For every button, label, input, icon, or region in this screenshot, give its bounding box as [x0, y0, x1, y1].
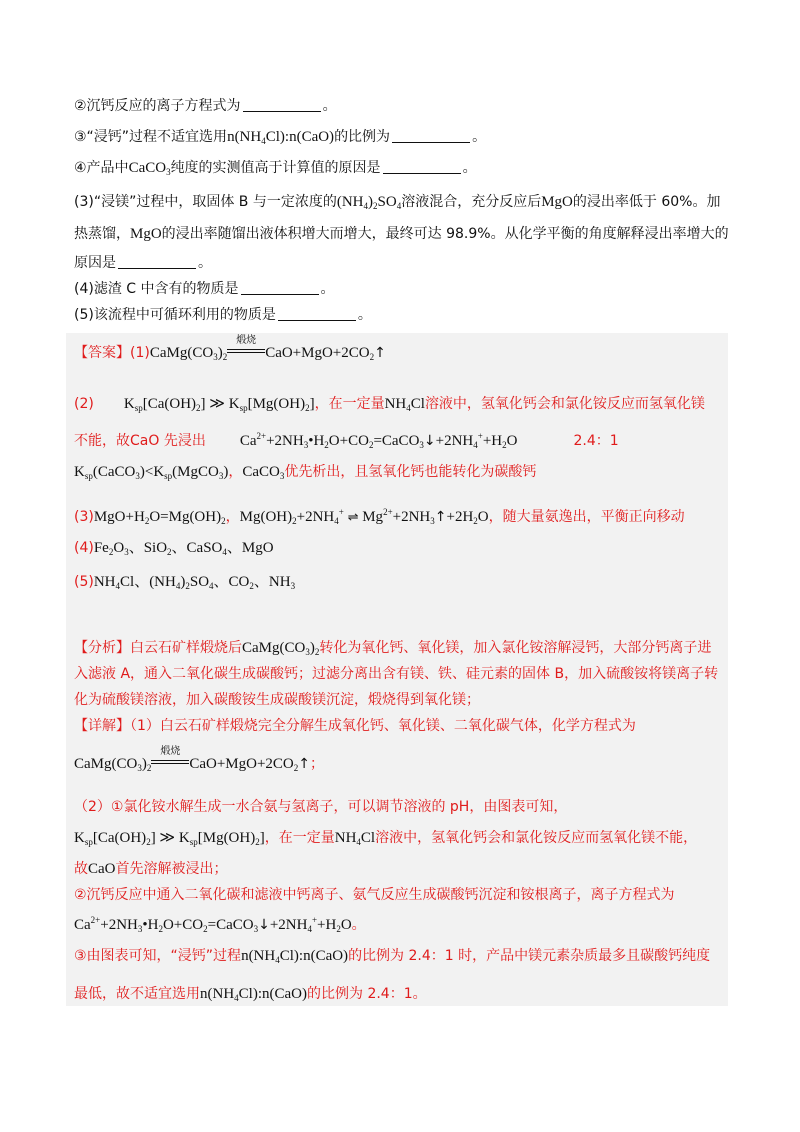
formula-ratio: $n(NH_4Cl):n(CaO)$	[227, 129, 335, 146]
condition-text: 煅烧	[160, 746, 181, 757]
period: 。	[357, 307, 372, 323]
answer-text: 溶液中，氢氧化钙会和氯化铵反应而氢氧化镁	[424, 396, 705, 412]
condition-arrow	[151, 746, 189, 774]
question-text: (5)该流程中可循环利用的物质是	[74, 307, 276, 323]
answer-number: (3)	[74, 509, 94, 525]
question-text: 原因是	[74, 255, 116, 271]
answer-number: (1)	[130, 345, 150, 361]
answer-blank	[392, 128, 470, 143]
question-3-line3	[74, 253, 212, 273]
condition-text: 煅烧	[236, 335, 257, 346]
period: 。	[198, 255, 212, 271]
detail-line4	[74, 797, 567, 817]
detail-line7	[74, 885, 675, 905]
question-text: 的浸出率随馏出液体积增大而增大，最终可达 98.9%。从化学平衡的角度解释浸出率增大的	[161, 226, 729, 242]
answer-blank	[241, 280, 319, 295]
answer-3: $(3)MgO+H_2O=Mg(OH)_2$，$Mg(OH)_2+2NH_4^+$ ⇌ $Mg^{2+}+2NH_3↑+2H_2O$，随大量氨逸出，平衡正向移动	[74, 507, 685, 526]
answer-text: 优先析出，且氢氧化钙也能转化为碳酸钙	[284, 464, 537, 480]
detail-text: 溶液中，氢氧化钙会和氯化铵反应而氢氧化镁不能，	[375, 830, 698, 846]
detail-line5	[74, 828, 697, 852]
formula-ratio: $n(NH_4Cl):n(CaO)$	[200, 986, 307, 1003]
ksp-carbonate-comparison: $K_{sp}(CaCO_3)<K_{sp}(MgCO_3)$	[74, 464, 229, 481]
question-text: ②沉钙反应的离子方程式为	[74, 98, 241, 114]
analysis-text: 入滤液 A，通入二氧化碳生成碳酸钙；过滤分离出含有镁、铁、硅元素的固体 B，加入硫酸铵将镁离子转	[74, 666, 719, 682]
residue-list: $Fe_2O_3$、SiO$_2$、CaSO$_4$、MgO	[93, 540, 274, 557]
analysis-text: 化为硫酸镁溶液，加入碳酸铵生成碳酸镁沉淀，煅烧得到氧化镁；	[74, 692, 480, 708]
answer-1	[74, 335, 386, 367]
answer-blank	[118, 254, 196, 269]
detail-text: （2）①氯化铵水解生成一水合氨与氢离子，可以调节溶液的 pH，由图表可知，	[74, 799, 568, 815]
detail-text: 的比例为 2.4：1 时，产品中镁元素杂质最多且碳酸钙纯度	[348, 948, 711, 964]
answer-ratio: 2.4：1	[573, 433, 619, 449]
period: 。	[462, 160, 477, 176]
detail-text: ；	[310, 756, 324, 772]
question-text: (4)滤渣 C 中含有的物质是	[74, 281, 239, 297]
question-text: 的比例为	[334, 129, 391, 145]
answer-blank	[243, 97, 321, 112]
answer-label: 【答案】	[74, 345, 130, 361]
question-text: ③“浸钙”过程不适宜选用	[74, 129, 228, 145]
formula-caco3: CaCO$_3$	[128, 160, 171, 177]
detail-label: 【详解】	[74, 718, 130, 734]
formula-ratio: $n(NH_4Cl):n(CaO)$	[241, 948, 349, 965]
equation-ammonium-equilibrium: $Mg(OH)_2+2NH_4^+$ ⇌ $Mg^{2+}+2NH_3↑+2H_2O$	[239, 507, 489, 526]
equation-calcination: $CaMg(CO_3)_2$ 煅烧 $CaO+MgO+2CO_2↑$	[150, 345, 386, 361]
answer-text: ，	[228, 464, 243, 480]
ksp-comparison: $K_{sp}[Ca(OH)_2]$ ≫ $K_{sp}[Mg(OH)_2]$	[123, 396, 315, 413]
formula-nh4-2so4: $(NH_4)_2SO_4$	[336, 194, 402, 211]
analysis-line3	[74, 690, 480, 710]
answer-blank	[278, 306, 356, 321]
question-3-line1	[74, 192, 720, 216]
formula-camgco3: $CaMg(CO_3)_2$	[242, 640, 320, 657]
formula-nh4cl: $NH_4Cl$	[384, 396, 425, 413]
analysis-text: 白云石矿样煅烧后	[130, 640, 242, 656]
formula-mgo: MgO	[130, 226, 162, 242]
answer-blank	[383, 159, 461, 174]
formula-cao: CaO	[88, 861, 116, 877]
answer-2-line3	[74, 462, 536, 486]
question-2-4	[74, 158, 477, 182]
formula-mgo: MgO	[541, 194, 573, 210]
detail-line8	[74, 910, 366, 939]
question-2-2	[74, 96, 337, 116]
detail-text: （1）白云石矿样煅烧完全分解生成氧化钙、氧化镁、二氧化碳气体，化学方程式为	[130, 718, 636, 734]
formula-nh4cl: $NH_4Cl$	[334, 830, 376, 847]
detail-line10	[74, 984, 427, 1008]
detail-text: 故	[74, 861, 88, 877]
detail-text: ②沉钙反应中通入二氧化碳和滤液中钙离子、氨气反应生成碳酸钙沉淀和铵根离子，离子方程式为	[74, 887, 675, 903]
detail-text: ③由图表可知，“浸钙”过程	[74, 948, 242, 964]
analysis-line1	[74, 638, 711, 662]
question-text: 溶液混合，充分反应后	[401, 194, 542, 210]
recyclable-list: $NH_4Cl$、$(NH_4)_2SO_4$、$CO_2$、$NH_3$	[93, 574, 296, 591]
question-text: ④产品中	[74, 160, 129, 176]
ksp-comparison: $K_{sp}[Ca(OH)_2]$ ≫ $K_{sp}[Mg(OH)_2]$	[74, 830, 265, 847]
analysis-line2	[74, 664, 718, 684]
period: 。	[472, 129, 487, 145]
answer-5	[74, 572, 295, 596]
detail-text: 的比例为 2.4：1。	[307, 986, 427, 1002]
answer-text: ，随大量氨逸出，平衡正向移动	[488, 509, 685, 525]
detail-text: 最低，故不适宜选用	[74, 986, 200, 1002]
detail-text: ，在一定量	[264, 830, 335, 846]
question-text: (3)“浸镁”过程中，取固体 B 与一定浓度的	[74, 194, 337, 210]
detail-line6	[74, 859, 228, 879]
question-text: 纯度的实测值高于计算值的原因是	[170, 160, 381, 176]
period: 。	[322, 98, 337, 114]
detail-text: 。	[351, 917, 366, 933]
detail-line9	[74, 946, 710, 970]
period: 。	[320, 281, 335, 297]
answer-text: ，在一定量	[314, 396, 385, 412]
question-text: 的浸出率低于 60%。加	[572, 194, 721, 210]
analysis-text: 转化为氧化钙、氧化镁，加入氯化铵溶解浸钙，大部分钙离子进	[319, 640, 712, 656]
question-5	[74, 305, 372, 325]
answer-number: (4)	[74, 540, 94, 556]
equation-precipitation: $Ca^{2+}+2NH_3•H_2O+CO_2=CaCO_3↓+2NH_4^++H_2O$	[239, 431, 518, 450]
question-text: 热蒸馏，	[74, 226, 130, 242]
question-3-line2	[74, 224, 729, 244]
answer-number: (2)	[74, 396, 94, 412]
equation-calcination: $CaMg(CO_3)_2$ 煅烧 $CaO+MgO+2CO_2↑$	[74, 756, 310, 772]
detail-line1	[74, 716, 636, 736]
equation-mgo-hydration: $MgO+H_2O=Mg(OH)_2$	[93, 509, 226, 526]
detail-text: 首先溶解被浸出；	[115, 861, 228, 877]
question-2-3	[74, 127, 486, 151]
answer-2-line2	[74, 426, 619, 455]
formula-caco3: CaCO$_3$	[242, 464, 285, 481]
analysis-label: 【分析】	[74, 640, 130, 656]
detail-equation-1	[74, 746, 324, 778]
question-4	[74, 279, 335, 299]
answer-2-line1	[74, 394, 705, 418]
answer-number: (5)	[74, 574, 94, 590]
answer-4	[74, 538, 274, 562]
answer-text: 不能，故CaO 先浸出	[74, 433, 206, 449]
condition-arrow	[227, 335, 265, 363]
equation-precipitation: $Ca^{2+}+2NH_3•H_2O+CO_2=CaCO_3↓+2NH_4^++H_2O$	[74, 915, 352, 934]
